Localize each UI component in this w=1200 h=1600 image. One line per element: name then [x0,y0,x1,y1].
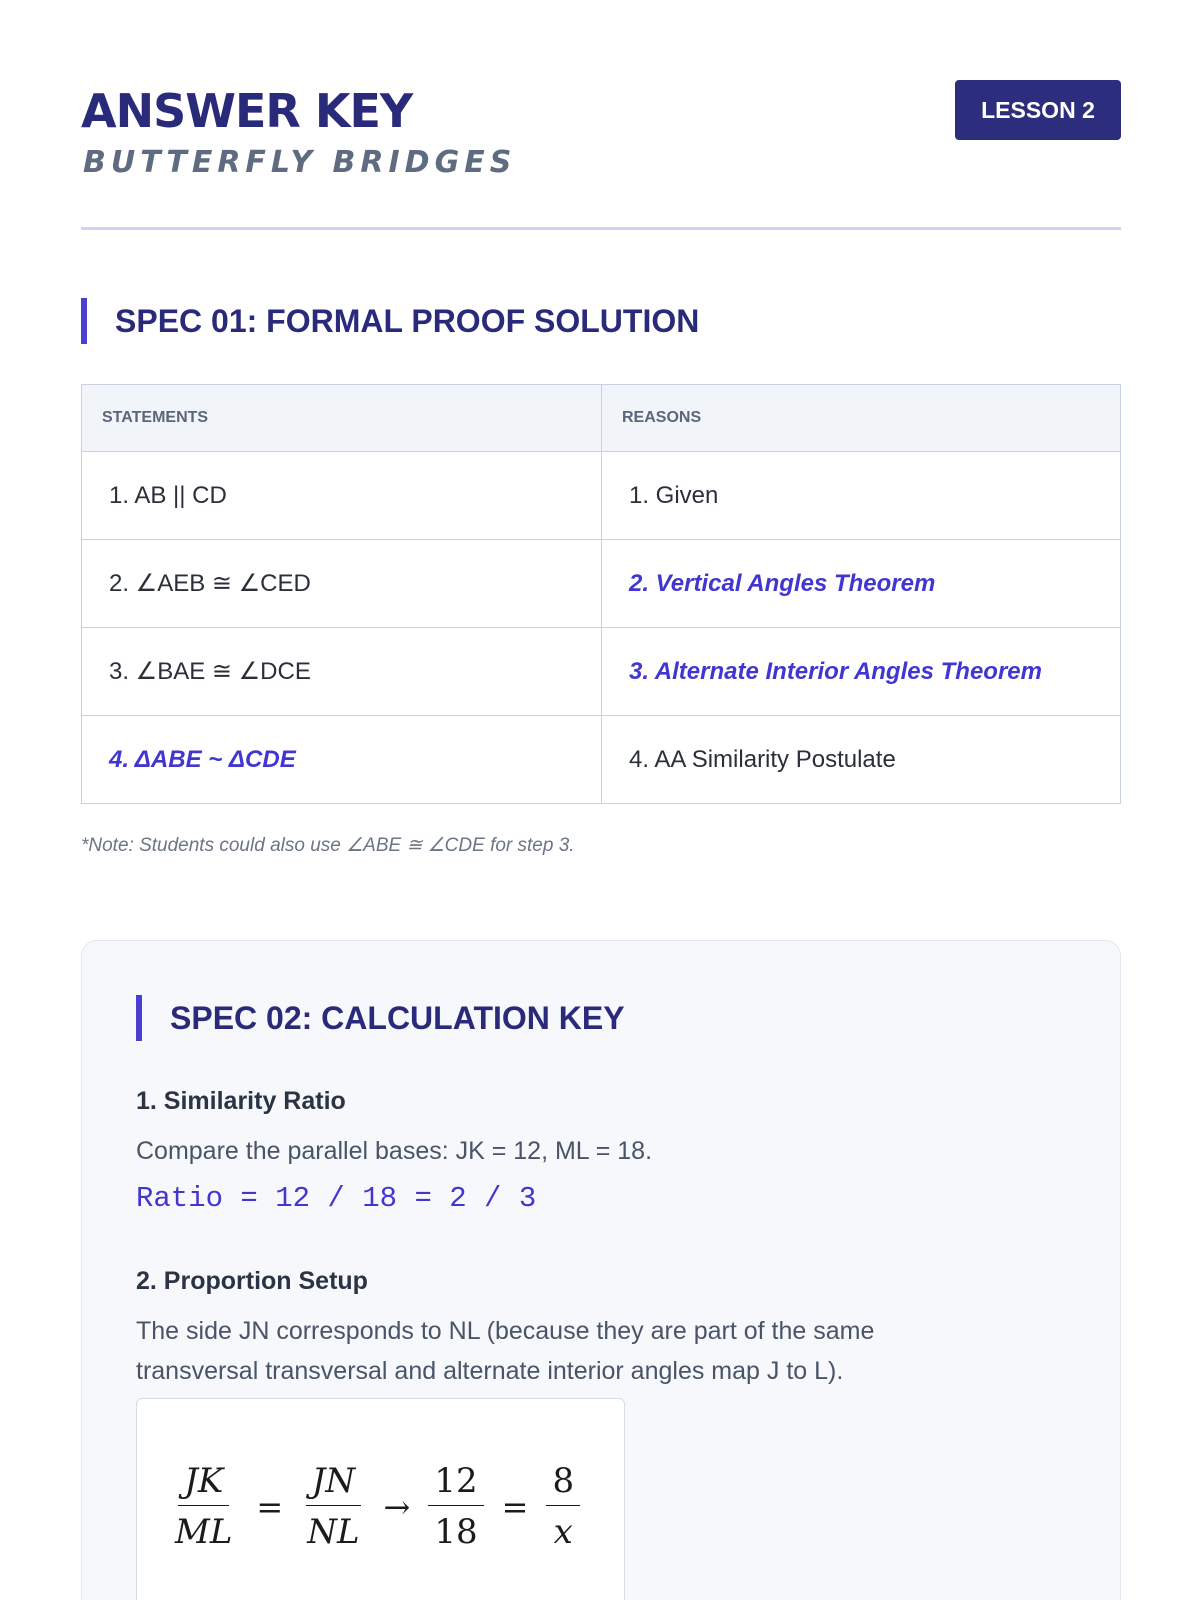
heading-accent-bar [81,298,87,344]
header-divider [81,227,1121,230]
equals-sign: = [501,1487,529,1526]
lesson-badge: LESSON 2 [955,80,1121,140]
spec01-heading-text: SPEC 01: FORMAL PROOF SOLUTION [115,302,700,339]
proof-table [81,384,1121,804]
arrow-icon: → [383,1487,411,1526]
statement-cell: 2. ∠AEB ≅ ∠CED [82,540,602,628]
table-row [82,540,1121,628]
page-title: ANSWER KEY [81,84,413,138]
reason-cell-answer: 3. Alternate Interior Angles Theorem [602,628,1121,716]
statement-cell-answer: 4. ΔABE ~ ΔCDE [82,716,602,804]
fraction-12-18 [428,1461,483,1552]
ratio-formula: Ratio = 12 / 18 = 2 / 3 [136,1182,537,1215]
proof-note: *Note: Students could also use ∠ABE ≅ ∠CDE for step 3. [81,835,575,856]
statement-cell: 3. ∠BAE ≅ ∠DCE [82,628,602,716]
fraction-jn-nl [301,1461,365,1552]
spec01-heading [81,298,699,344]
step2-text-line1: The side JN corresponds to NL (because they are part of the same [136,1317,875,1345]
spec02-heading [136,995,625,1041]
fraction-denominator: ML [175,1512,233,1552]
page-subtitle: BUTTERFLY BRIDGES [83,145,517,180]
step2-title: 2. Proportion Setup [136,1267,368,1295]
statement-cell: 1. AB || CD [82,452,602,540]
table-header-row [82,385,1121,452]
table-row [82,628,1121,716]
fraction-numerator: 12 [428,1461,483,1506]
step1-title: 1. Similarity Ratio [136,1087,346,1115]
step1-text: Compare the parallel bases: JK = 12, ML = 18. [136,1137,653,1165]
statements-column-header: STATEMENTS [82,385,602,452]
fraction-numerator: JN [306,1461,361,1506]
reason-cell: 4. AA Similarity Postulate [602,716,1121,804]
fraction-denominator: 18 [434,1512,478,1552]
reason-cell: 1. Given [602,452,1121,540]
proportion-formula [169,1461,580,1552]
calculation-card [81,940,1121,1600]
proportion-formula-box [136,1398,625,1600]
header [81,80,1121,190]
fraction-numerator: 8 [546,1461,580,1506]
equals-sign: = [256,1487,284,1526]
reason-cell-answer: 2. Vertical Angles Theorem [602,540,1121,628]
heading-accent-bar [136,995,142,1041]
fraction-8-x [546,1461,580,1552]
reasons-column-header: REASONS [602,385,1121,452]
table-row [82,716,1121,804]
spec02-heading-text: SPEC 02: CALCULATION KEY [170,999,625,1036]
step2-text-line2: transversal transversal and alternate interior angles map J to L). [136,1357,844,1385]
table-row [82,452,1121,540]
fraction-jk-ml [169,1461,238,1552]
fraction-denominator: NL [307,1512,360,1552]
fraction-numerator: JK [178,1461,229,1506]
fraction-denominator: x [553,1512,573,1552]
